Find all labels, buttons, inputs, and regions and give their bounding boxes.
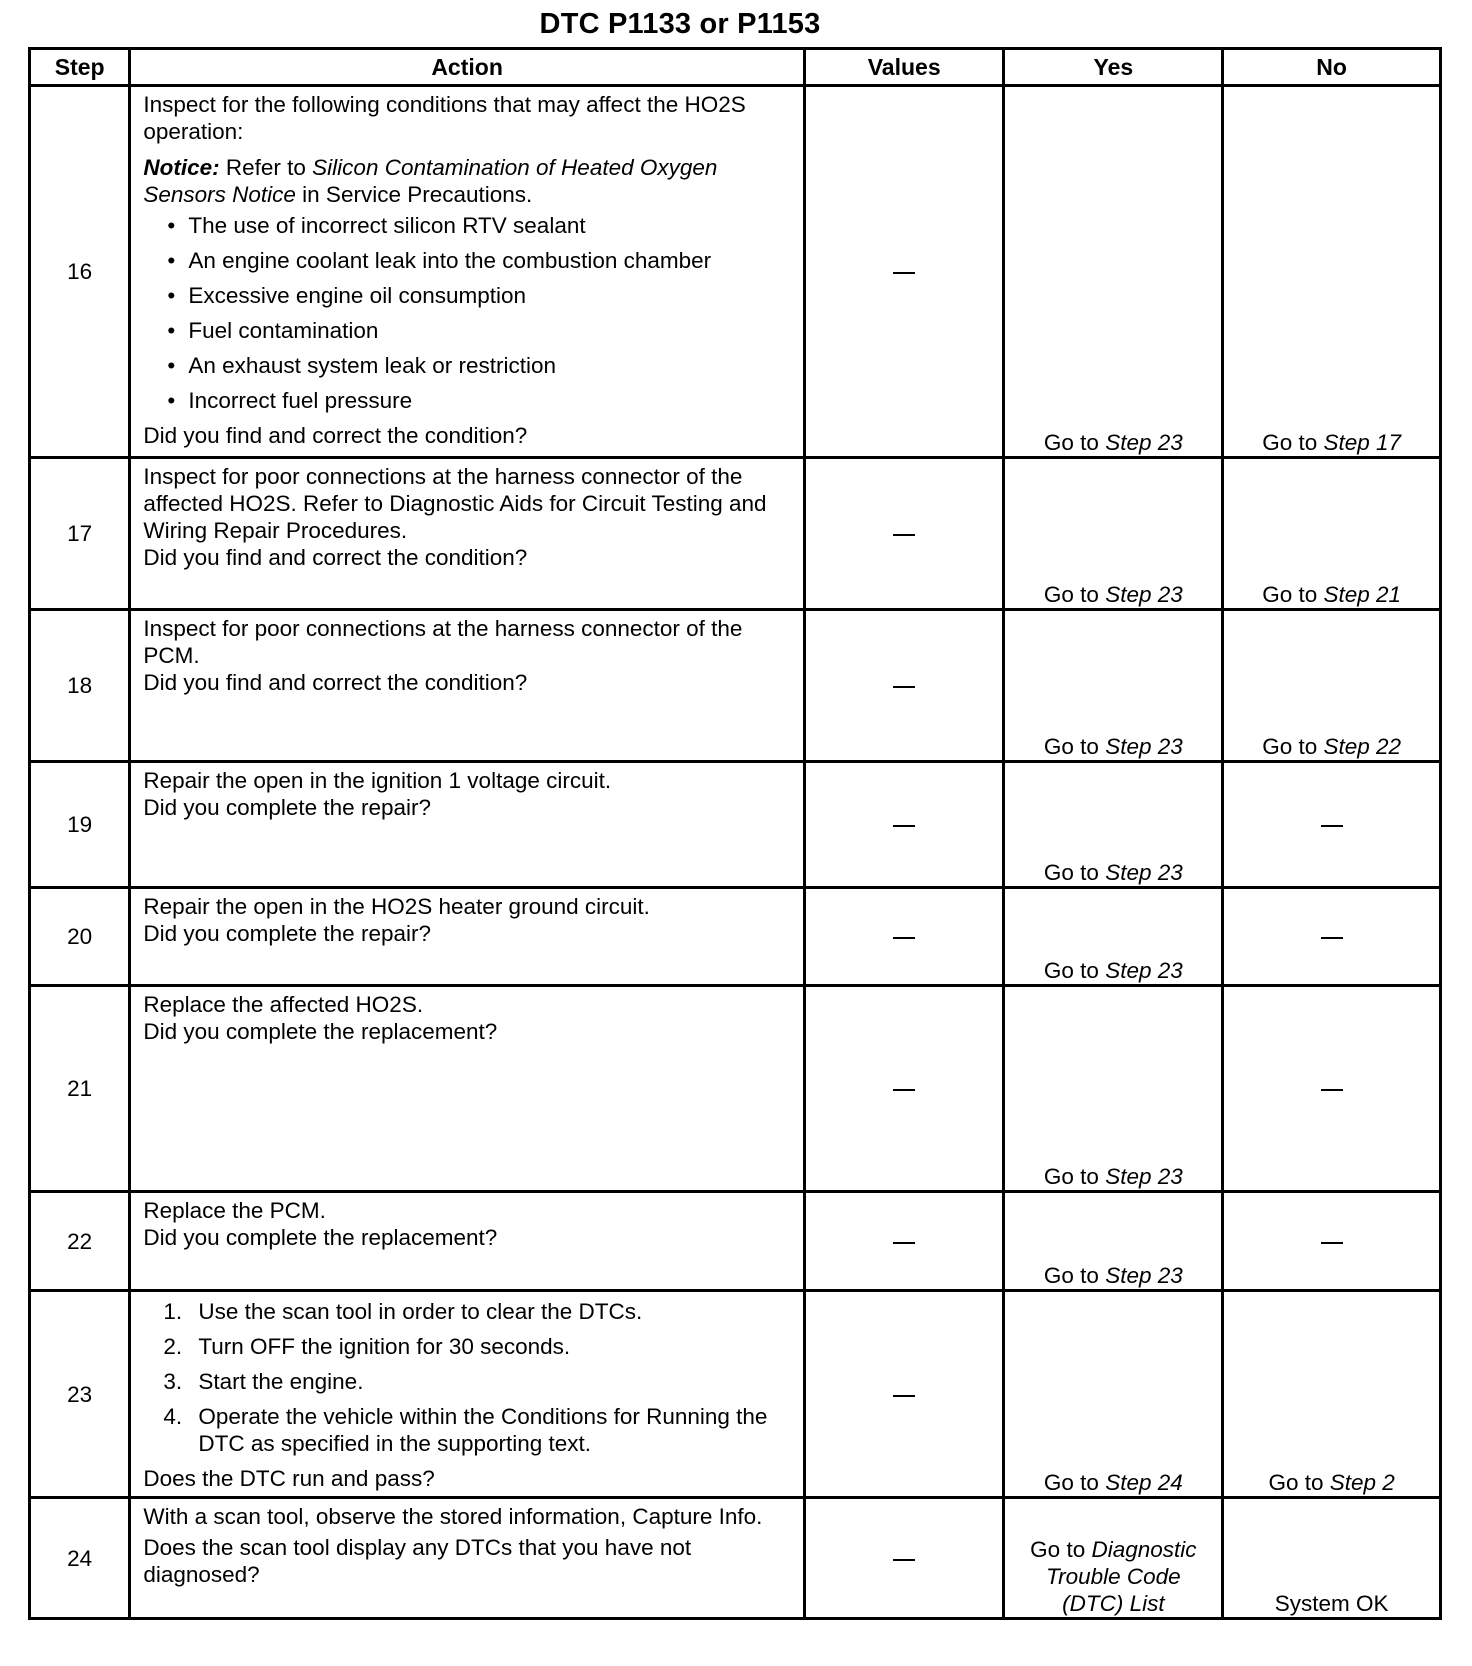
- yes-target[interactable]: Step 23: [1105, 734, 1183, 759]
- action-cell: [130, 1291, 805, 1498]
- yes-target[interactable]: Step 23: [1105, 582, 1183, 607]
- step-number: 17: [30, 458, 130, 610]
- action-text: Inspect for poor connections at the harness connector of the PCM.: [143, 616, 743, 668]
- list-item: • The use of incorrect silicon RTV sealant: [143, 212, 795, 239]
- table-row: [30, 1192, 1441, 1291]
- col-header-step: Step: [30, 49, 130, 86]
- step-number: 16: [30, 86, 130, 458]
- action-text: Repair the open in the HO2S heater ground circuit.: [143, 894, 650, 919]
- yes-cell[interactable]: Go to Step 23: [1004, 610, 1223, 762]
- yes-target[interactable]: Step 23: [1105, 958, 1183, 983]
- table-row: [30, 610, 1441, 762]
- values-cell: [804, 458, 1004, 610]
- col-header-yes: Yes: [1004, 49, 1223, 86]
- values-cell: [804, 888, 1004, 986]
- col-header-values: Values: [804, 49, 1004, 86]
- action-question: Did you complete the repair?: [143, 921, 431, 946]
- notice: Notice: Refer to Silicon Contamination of Heated Oxygen Sensors Notice in Service Precautions.: [143, 155, 718, 207]
- no-cell: [1223, 1192, 1441, 1291]
- yes-target[interactable]: Step 23: [1105, 1164, 1183, 1189]
- yes-cell[interactable]: Go to Step 23: [1004, 762, 1223, 888]
- action-question: Does the DTC run and pass?: [143, 1466, 435, 1491]
- step-number: 20: [30, 888, 130, 986]
- empty-value-dash: [1321, 1242, 1343, 1244]
- no-target[interactable]: Step 21: [1323, 582, 1402, 607]
- diagnostic-table: [28, 47, 1442, 1620]
- condition-list: [143, 212, 795, 422]
- table-row: [30, 762, 1441, 888]
- yes-cell[interactable]: Go to Step 23: [1004, 86, 1223, 458]
- no-result: System OK: [1274, 1591, 1389, 1616]
- list-item: • Incorrect fuel pressure: [143, 387, 795, 414]
- action-text: With a scan tool, observe the stored information, Capture Info.: [143, 1504, 763, 1529]
- values-cell: [804, 86, 1004, 458]
- action-question: Did you find and correct the condition?: [143, 670, 528, 695]
- values-cell: [804, 986, 1004, 1192]
- action-cell: [130, 86, 805, 458]
- yes-target[interactable]: Step 24: [1105, 1470, 1183, 1495]
- no-cell[interactable]: Go to Step 17: [1223, 86, 1441, 458]
- values-cell: [804, 1291, 1004, 1498]
- table-header-row: [30, 49, 1441, 86]
- action-cell: [130, 458, 805, 610]
- list-item: 3. Start the engine.: [163, 1369, 364, 1394]
- action-text: Repair the open in the ignition 1 voltage circuit.: [143, 768, 612, 793]
- action-cell: [130, 1498, 805, 1619]
- list-item: • An exhaust system leak or restriction: [143, 352, 795, 379]
- action-cell: [130, 888, 805, 986]
- col-header-action: Action: [130, 49, 805, 86]
- action-cell: [130, 762, 805, 888]
- list-item: • Excessive engine oil consumption: [143, 282, 795, 309]
- empty-value-dash: [893, 534, 915, 536]
- yes-target[interactable]: Step 23: [1105, 860, 1183, 885]
- no-cell: [1223, 888, 1441, 986]
- step-number: 21: [30, 986, 130, 1192]
- notice-reference: Silicon Contamination of Heated Oxygen Sensors Notice: [143, 155, 718, 207]
- yes-target[interactable]: Step 23: [1105, 430, 1183, 455]
- yes-cell[interactable]: Go to Step 23: [1004, 458, 1223, 610]
- no-cell: [1223, 986, 1441, 1192]
- step-number: 19: [30, 762, 130, 888]
- yes-target[interactable]: Diagnostic Trouble Code (DTC) List: [1046, 1537, 1197, 1616]
- values-cell: [804, 762, 1004, 888]
- yes-cell[interactable]: Go to Step 23: [1004, 888, 1223, 986]
- empty-value-dash: [893, 686, 915, 688]
- no-target[interactable]: Step 22: [1323, 734, 1402, 759]
- action-text: Replace the PCM.: [143, 1198, 326, 1223]
- action-question: Does the scan tool display any DTCs that you have not diagnosed?: [143, 1535, 692, 1587]
- no-cell[interactable]: Go to Step 21: [1223, 458, 1441, 610]
- values-cell: [804, 1498, 1004, 1619]
- step-number: 22: [30, 1192, 130, 1291]
- table-row: [30, 1498, 1441, 1619]
- yes-cell[interactable]: Go to Step 23: [1004, 1192, 1223, 1291]
- empty-value-dash: [893, 825, 915, 827]
- yes-cell[interactable]: Go to Step 23: [1004, 986, 1223, 1192]
- values-cell: [804, 1192, 1004, 1291]
- action-text: Inspect for poor connections at the harness connector of the affected HO2S. Refer to Diagnostic Aids for Circuit Testing and Wiring Repair Procedures.: [143, 464, 767, 543]
- empty-value-dash: [893, 1395, 915, 1397]
- action-question: Did you find and correct the condition?: [143, 423, 528, 448]
- empty-value-dash: [893, 1089, 915, 1091]
- empty-value-dash: [1321, 825, 1343, 827]
- col-header-no: No: [1223, 49, 1441, 86]
- no-cell[interactable]: Go to Step 2: [1223, 1291, 1441, 1498]
- no-target[interactable]: Step 2: [1329, 1470, 1395, 1495]
- table-row: [30, 1291, 1441, 1498]
- table-row: [30, 888, 1441, 986]
- empty-value-dash: [1321, 937, 1343, 939]
- list-item: 4. Operate the vehicle within the Conditions for Running the DTC as specified in the supporting text.: [163, 1404, 768, 1456]
- empty-value-dash: [893, 272, 915, 274]
- step-number: 18: [30, 610, 130, 762]
- list-item: 2. Turn OFF the ignition for 30 seconds.: [163, 1334, 571, 1359]
- no-cell: [1223, 1498, 1441, 1619]
- table-row: [30, 86, 1441, 458]
- yes-target[interactable]: Step 23: [1105, 1263, 1183, 1288]
- list-item: 1. Use the scan tool in order to clear the DTCs.: [163, 1299, 643, 1324]
- step-number: 23: [30, 1291, 130, 1498]
- table-row: [30, 986, 1441, 1192]
- empty-value-dash: [893, 1242, 915, 1244]
- values-cell: [804, 610, 1004, 762]
- list-item: • Fuel contamination: [143, 317, 795, 344]
- action-text: Inspect for the following conditions that may affect the HO2S operation:: [143, 92, 746, 144]
- procedure-list: [143, 1298, 795, 1465]
- action-question: Did you find and correct the condition?: [143, 545, 528, 570]
- empty-value-dash: [1321, 1089, 1343, 1091]
- action-cell: [130, 1192, 805, 1291]
- page-title: DTC P1133 or P1153: [539, 8, 821, 40]
- action-cell: [130, 986, 805, 1192]
- action-question: Did you complete the replacement?: [143, 1225, 498, 1250]
- no-target[interactable]: Step 17: [1323, 430, 1402, 455]
- list-item: • An engine coolant leak into the combustion chamber: [143, 247, 795, 274]
- no-cell: [1223, 762, 1441, 888]
- yes-cell[interactable]: Go to Step 24: [1004, 1291, 1223, 1498]
- action-question: Did you complete the replacement?: [143, 1019, 498, 1044]
- action-cell: [130, 610, 805, 762]
- action-question: Did you complete the repair?: [143, 795, 431, 820]
- action-text: Replace the affected HO2S.: [143, 992, 424, 1017]
- empty-value-dash: [893, 1559, 915, 1561]
- step-number: 24: [30, 1498, 130, 1619]
- empty-value-dash: [893, 937, 915, 939]
- no-cell[interactable]: Go to Step 22: [1223, 610, 1441, 762]
- yes-cell[interactable]: Go to Diagnostic Trouble Code (DTC) List: [1004, 1498, 1223, 1619]
- table-row: [30, 458, 1441, 610]
